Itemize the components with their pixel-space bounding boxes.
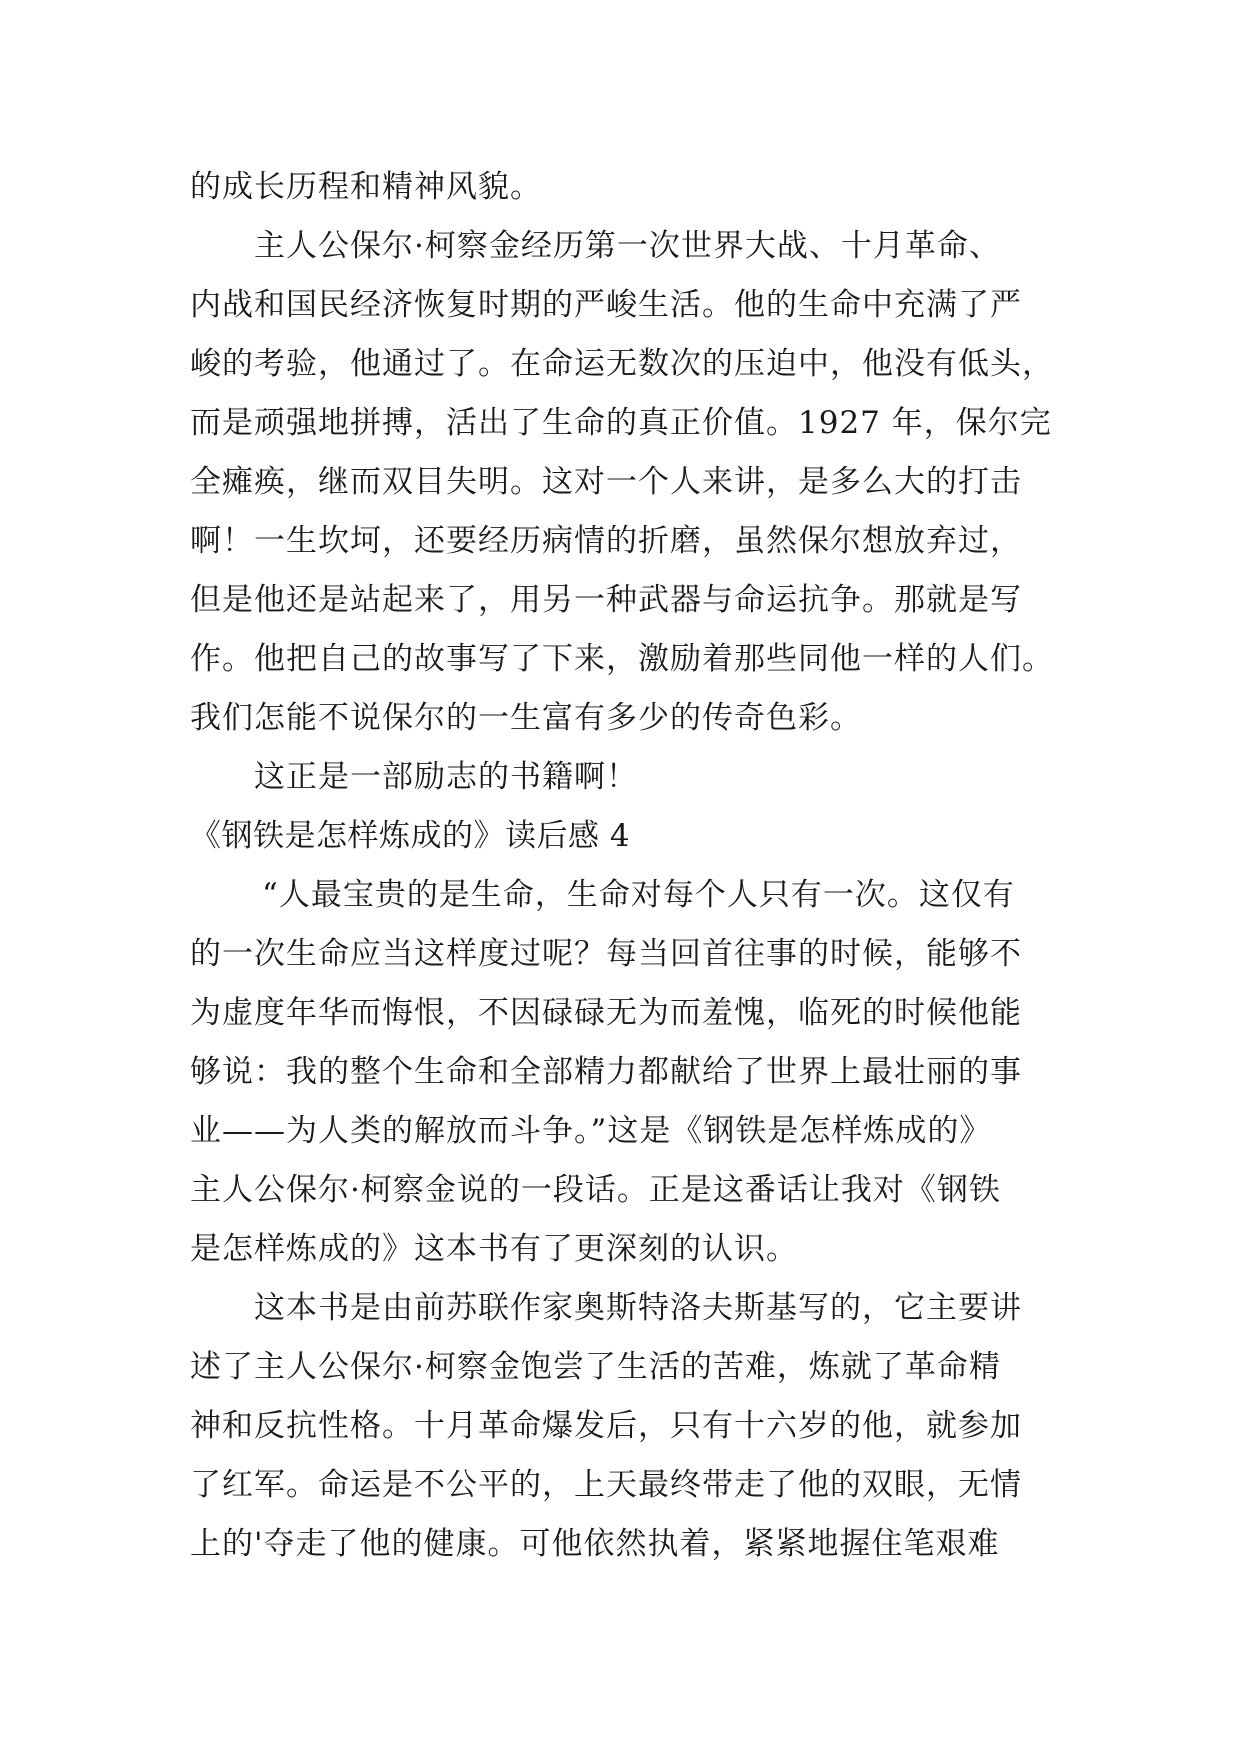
text-line: 啊！一生坎坷，还要经历病情的折磨，虽然保尔想放弃过， — [190, 523, 1022, 559]
paragraph-start-line: 这本书是由前苏联作家奥斯特洛夫斯基写的，它主要讲 — [254, 1290, 1022, 1326]
text-line: 业——为人类的解放而斗争。”这是《钢铁是怎样炼成的》 — [190, 1113, 992, 1149]
text-line: 为虚度年华而悔恨，不因碌碌无为而羞愧，临死的时候他能 — [190, 995, 1022, 1031]
text-line: 峻的考验，他通过了。在命运无数次的压迫中，他没有低头， — [190, 346, 1054, 382]
text-line: 上的'夺走了他的健康。可他依然执着，紧紧地握住笔艰难 — [190, 1526, 1000, 1562]
text-line: 够说：我的整个生命和全部精力都献给了世界上最壮丽的事 — [190, 1054, 1022, 1090]
text-line: 我们怎能不说保尔的一生富有多少的传奇色彩。 — [190, 700, 862, 736]
text-line: 但是他还是站起来了，用另一种武器与命运抗争。那就是写 — [190, 582, 1022, 618]
text-line: 的成长历程和精神风貌。 — [190, 169, 542, 205]
text-line: 神和反抗性格。十月革命爆发后，只有十六岁的他，就参加 — [190, 1408, 1022, 1444]
text-line: 的一次生命应当这样度过呢？每当回首往事的时候，能够不 — [190, 936, 1022, 972]
text-line: 内战和国民经济恢复时期的严峻生活。他的生命中充满了严 — [190, 287, 1022, 323]
text-line: 作。他把自己的故事写了下来，激励着那些同他一样的人们。 — [190, 641, 1054, 677]
section-heading: 《钢铁是怎样炼成的》读后感 4 — [190, 818, 631, 854]
text-line: 是怎样炼成的》这本书有了更深刻的认识。 — [190, 1231, 798, 1267]
text-line: 而是顽强地拼搏，活出了生命的真正价值。1927 年，保尔完 — [190, 405, 1052, 441]
paragraph-start-line: 主人公保尔·柯察金经历第一次世界大战、十月革命、 — [254, 228, 1001, 264]
document-body — [190, 158, 1090, 1574]
paragraph-start-line: “人最宝贵的是生命，生命对每个人只有一次。这仅有 — [262, 877, 1015, 913]
text-line: 全瘫痪，继而双目失明。这对一个人来讲，是多么大的打击 — [190, 464, 1022, 500]
text-line: 了红军。命运是不公平的，上天最终带走了他的双眼，无情 — [190, 1467, 1022, 1503]
text-line: 主人公保尔·柯察金说的一段话。正是这番话让我对《钢铁 — [190, 1172, 1001, 1208]
paragraph-start-line: 这正是一部励志的书籍啊！ — [254, 759, 638, 795]
text-line: 述了主人公保尔·柯察金饱尝了生活的苦难，炼就了革命精 — [190, 1349, 1001, 1385]
